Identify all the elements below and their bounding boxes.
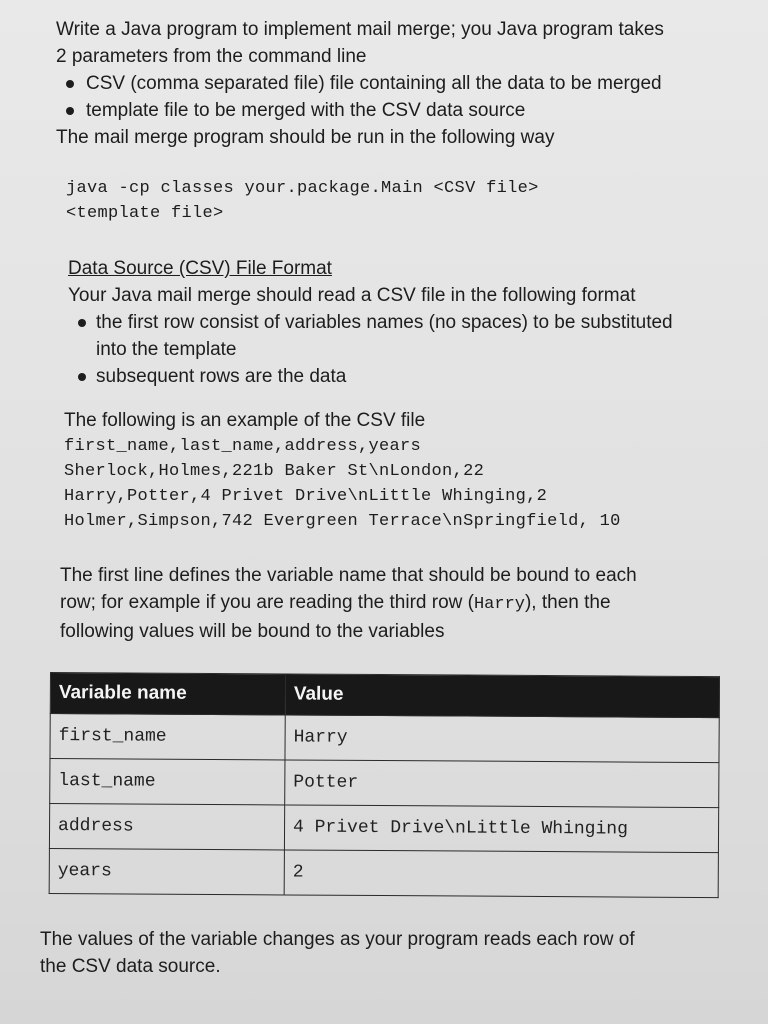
- table-row: [49, 804, 718, 853]
- closing-note: [40, 926, 730, 980]
- format-rule-header: [68, 309, 728, 363]
- explain-line-2: [60, 589, 720, 618]
- variable-value-cell: 2: [284, 850, 718, 898]
- format-rule-header-line-1: the first row consist of variables names (no spaces) to be substituted: [96, 312, 673, 333]
- parameter-list: [56, 70, 736, 124]
- intro-line-1: Write a Java program to implement mail merge; you Java program takes: [56, 19, 664, 40]
- format-rules: [68, 309, 728, 390]
- closing-line-1: The values of the variable changes as your program reads each row of: [40, 929, 635, 950]
- table-header-row: [50, 673, 719, 718]
- explain-line-2-end: ), then the: [524, 592, 611, 613]
- csv-line: Harry,Potter,4 Privet Drive\nLittle Whinging,2: [64, 487, 548, 506]
- section-heading: Data Source (CSV) File Format: [68, 258, 332, 279]
- variable-name-cell: first_name: [50, 714, 285, 760]
- variable-value-cell: 4 Privet Drive\nLittle Whinging: [284, 805, 718, 853]
- binding-explanation: [60, 562, 720, 645]
- task-description: [56, 16, 736, 151]
- variable-table: [49, 672, 720, 898]
- variable-name-cell: address: [49, 804, 284, 850]
- command-line-1: java -cp classes your.package.Main <CSV file>: [66, 179, 539, 198]
- csv-example-section: [64, 407, 744, 534]
- variable-value-cell: Harry: [285, 715, 719, 763]
- parameter-template: template file to be merged with the CSV data source: [56, 97, 736, 124]
- explain-line-2-start: row; for example if you are reading the third row (: [60, 592, 474, 613]
- example-intro: The following is an example of the CSV file: [64, 410, 426, 431]
- format-intro: Your Java mail merge should read a CSV file in the following format: [68, 285, 636, 306]
- csv-example-lines: [64, 434, 744, 534]
- command-line-2: <template file>: [66, 204, 224, 223]
- intro-line-2: 2 parameters from the command line: [56, 46, 367, 67]
- run-instruction: The mail merge program should be run in the following way: [56, 127, 555, 148]
- variable-value-cell: Potter: [285, 760, 719, 808]
- parameter-csv: CSV (comma separated file) file containing all the data to be merged: [56, 70, 736, 97]
- explain-inline-code: Harry: [473, 595, 525, 614]
- variable-name-cell: last_name: [50, 759, 285, 805]
- format-rule-header-line-2: into the template: [96, 339, 237, 360]
- command-example: [66, 176, 706, 226]
- explain-line-3: following values will be bound to the variables: [60, 621, 445, 642]
- closing-line-2: the CSV data source.: [40, 956, 221, 977]
- format-rule-data: subsequent rows are the data: [68, 363, 728, 390]
- csv-line: Sherlock,Holmes,221b Baker St\nLondon,22: [64, 462, 485, 481]
- csv-line: first_name,last_name,address,years: [64, 437, 422, 456]
- csv-line: Holmer,Simpson,742 Evergreen Terrace\nSpringfield, 10: [64, 512, 621, 531]
- column-header-variable: Variable name: [50, 673, 285, 715]
- csv-format-section: [68, 255, 728, 390]
- table-row: [50, 714, 719, 763]
- table-row: [49, 848, 718, 897]
- table-row: [50, 759, 719, 808]
- variable-name-cell: years: [49, 848, 284, 894]
- explain-line-1: The first line defines the variable name that should be bound to each: [60, 565, 637, 586]
- column-header-value: Value: [285, 674, 719, 718]
